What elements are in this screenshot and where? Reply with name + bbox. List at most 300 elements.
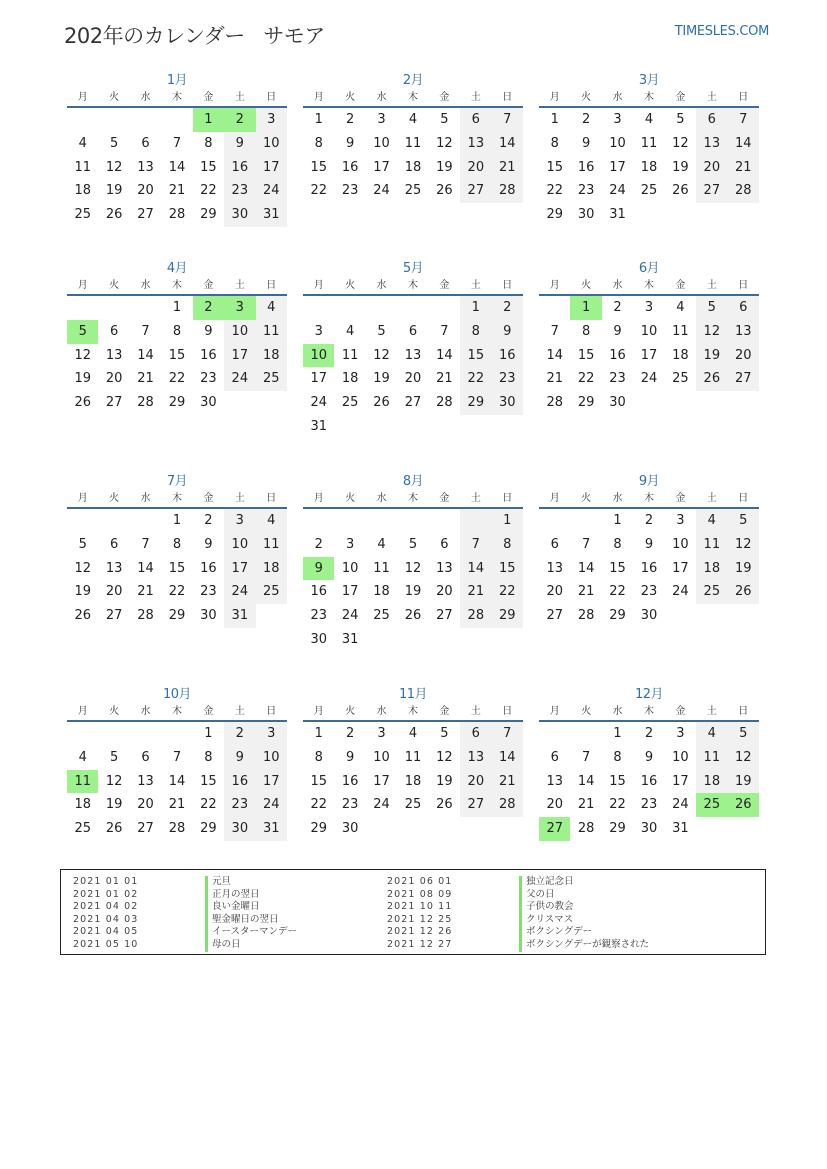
month-calendar [67,473,287,628]
day-cell: 5 [728,722,759,746]
empty-day-cell [539,296,570,320]
day-cell: 8 [613,536,622,552]
day-cell: 1 [172,513,182,528]
empty-day-cell [334,509,365,533]
day-cell: 24 [609,183,626,199]
day-cell: 17 [256,156,287,180]
day-cell: 29 [460,391,491,415]
day-cell: 3 [676,513,685,528]
month-name: 11月 [398,687,428,702]
day-cell: 30 [577,207,595,223]
day-cell: 12 [728,533,759,557]
day-cell: 29 [609,821,626,837]
month-name: 2月 [402,73,424,88]
day-cell: 11 [696,533,727,557]
day-cell: 15 [546,159,563,175]
day-cell: 4 [696,509,727,533]
weekday-label: 月 [549,493,560,504]
day-cell: 9 [303,557,334,581]
day-cell: 10 [672,536,689,552]
day-cell: 26 [436,183,453,199]
holiday-date: 2021 10 11 [387,901,453,913]
day-cell: 3 [224,509,255,533]
weekday-label: 土 [706,706,717,717]
day-cell: 19 [105,797,123,813]
empty-day-cell [67,722,98,746]
day-cell: 3 [256,108,287,132]
day-cell: 16 [577,159,595,175]
day-cell: 15 [609,773,626,789]
weekday-label: 火 [109,92,120,103]
day-cell: 14 [577,773,595,789]
holiday-date: 2021 12 25 [387,913,453,925]
day-cell: 3 [644,300,654,315]
month-calendar [303,260,523,439]
day-cell: 24 [672,797,689,813]
day-cell: 13 [137,773,154,789]
weekday-label: 火 [581,280,592,291]
day-cell: 17 [310,371,327,387]
empty-day-cell [98,296,129,320]
weekday-label: 木 [407,493,418,504]
day-cell: 23 [341,183,359,199]
weekday-label: 水 [612,280,623,291]
legend-item [73,889,297,902]
month-name: 3月 [638,73,660,88]
day-cell: 19 [74,584,91,600]
day-cell: 13 [460,132,491,156]
weekday-label: 金 [203,92,214,103]
legend-item [73,901,297,914]
day-cell: 23 [640,797,658,813]
day-cell: 7 [172,135,182,151]
weekday-header [303,704,523,722]
day-cell: 2 [492,296,523,320]
weekday-label: 火 [581,706,592,717]
weekday-label: 木 [171,280,182,291]
day-cell: 20 [436,584,453,600]
day-cell: 10 [341,560,359,576]
legend-item [387,901,649,914]
day-cell: 20 [546,584,563,600]
empty-day-cell [570,509,601,533]
day-cell: 14 [137,347,154,363]
day-cell: 16 [341,773,359,789]
weekday-label: 木 [171,706,182,717]
holiday-name: 子供の教会 [519,901,574,914]
day-cell: 8 [204,749,213,765]
legend-item [387,889,649,902]
day-cell: 9 [224,132,255,156]
day-cell: 18 [341,371,359,387]
day-cell: 16 [200,560,217,576]
weekday-label: 火 [581,92,592,103]
day-cell: 29 [546,207,563,223]
weekday-header [67,278,287,296]
day-cell: 19 [436,773,453,789]
day-cell: 11 [74,159,91,175]
day-cell: 25 [256,580,287,604]
day-cell: 7 [581,749,591,765]
weekday-label: 土 [234,493,245,504]
weekday-label: 月 [549,706,560,717]
month-name: 7月 [166,474,188,489]
day-cell: 26 [696,367,727,391]
weekday-header [539,491,759,509]
weekday-label: 水 [376,706,387,717]
month-name: 5月 [402,261,424,276]
day-cell: 22 [460,367,491,391]
day-cell: 23 [200,371,217,387]
day-cell: 24 [373,183,390,199]
weekday-label: 火 [109,280,120,291]
weekday-label: 月 [549,280,560,291]
weekday-label: 月 [313,280,324,291]
weekday-label: 水 [376,493,387,504]
weekday-label: 水 [612,493,623,504]
day-cell: 30 [310,631,327,647]
empty-day-cell [429,296,460,320]
day-cell: 30 [200,395,217,411]
day-cell: 19 [373,371,390,387]
empty-day-cell [130,108,161,132]
page-title: 202年のカレンダー サモア [64,24,325,48]
day-cell: 12 [74,347,91,363]
holiday-name: イースターマンデー [205,926,297,939]
day-cell: 12 [105,773,123,789]
holiday-date: 2021 04 05 [73,926,139,938]
weekday-label: 日 [266,92,277,103]
day-cell: 9 [613,323,622,339]
weekday-label: 水 [140,280,151,291]
day-cell: 5 [440,726,449,741]
weekday-label: 金 [675,92,686,103]
day-cell: 2 [345,112,355,127]
legend-item [387,926,649,939]
day-cell: 2 [224,108,255,132]
day-cell: 24 [224,367,255,391]
empty-day-cell [130,296,161,320]
day-cell: 6 [109,323,119,339]
day-cell: 22 [168,584,186,600]
weekday-header [67,90,287,108]
day-cell: 7 [581,536,591,552]
day-cell: 17 [224,344,255,368]
day-cell: 16 [640,773,658,789]
day-cell: 21 [492,156,523,180]
day-cell: 25 [672,371,689,387]
day-cell: 6 [141,749,150,765]
day-cell: 11 [404,135,422,151]
weekday-label: 金 [203,493,214,504]
month-calendar [303,473,523,652]
day-cell: 6 [408,323,418,339]
day-cell: 8 [460,320,491,344]
day-cell: 14 [546,347,563,363]
day-cell: 31 [672,821,689,837]
day-cell: 19 [728,557,759,581]
day-cell: 9 [204,323,213,339]
weekday-label: 月 [549,92,560,103]
weekday-label: 土 [706,92,717,103]
day-cell: 11 [341,347,359,363]
day-cell: 30 [224,817,255,841]
day-cell: 26 [373,395,390,411]
day-cell: 25 [696,793,727,817]
day-cell: 17 [224,557,255,581]
weekday-label: 木 [407,92,418,103]
holiday-date: 2021 04 03 [73,913,139,925]
day-cell: 15 [492,557,523,581]
day-cell: 14 [168,159,186,175]
day-cell: 16 [200,347,217,363]
day-cell: 14 [577,560,595,576]
day-cell: 27 [460,179,491,203]
day-cell: 31 [256,817,287,841]
day-cell: 24 [310,395,327,411]
day-cell: 13 [696,132,727,156]
month-name: 1月 [166,73,188,88]
weekday-header [539,704,759,722]
day-cell: 19 [74,371,91,387]
day-cell: 31 [609,207,626,223]
day-cell: 28 [728,179,759,203]
day-cell: 7 [141,323,150,339]
day-cell: 14 [137,560,154,576]
day-cell: 29 [200,207,217,223]
day-cell: 17 [373,773,390,789]
day-cell: 7 [141,536,150,552]
day-cell: 11 [67,770,98,794]
day-cell: 5 [728,509,759,533]
weekday-label: 木 [171,493,182,504]
day-cell: 14 [436,347,453,363]
day-cell: 10 [373,749,390,765]
day-cell: 9 [345,749,355,765]
day-cell: 23 [609,371,626,387]
holiday-name: 独立記念日 [519,876,574,889]
day-cell: 22 [200,183,217,199]
holiday-name: ボクシングデー [519,926,592,939]
weekday-label: 金 [439,706,450,717]
day-cell: 1 [314,726,323,741]
day-grid [539,509,759,628]
day-cell: 21 [492,770,523,794]
weekday-label: 火 [345,92,356,103]
holiday-date: 2021 12 27 [387,938,453,950]
weekday-label: 木 [643,706,654,717]
day-cell: 28 [460,604,491,628]
weekday-label: 土 [234,706,245,717]
day-cell: 28 [137,608,154,624]
day-cell: 26 [105,821,123,837]
month-name: 8月 [402,474,424,489]
day-cell: 1 [492,509,523,533]
day-cell: 22 [168,371,186,387]
day-cell: 27 [696,179,727,203]
month-calendar [539,72,759,227]
empty-day-cell [98,108,129,132]
day-cell: 23 [640,584,658,600]
day-grid [303,722,523,841]
day-cell: 24 [672,584,689,600]
day-cell: 6 [440,536,449,552]
empty-day-cell [429,509,460,533]
day-cell: 4 [644,112,654,127]
day-cell: 28 [577,608,595,624]
day-cell: 25 [373,608,390,624]
holiday-name: 聖金曜日の翌日 [205,914,279,927]
day-cell: 21 [168,183,186,199]
day-cell: 25 [341,395,359,411]
day-cell: 1 [204,726,213,741]
weekday-label: 水 [376,92,387,103]
holiday-name: ボクシングデーが観察された [519,939,649,952]
day-cell: 15 [200,773,217,789]
weekday-label: 月 [77,706,88,717]
weekday-label: 月 [313,92,324,103]
empty-day-cell [67,108,98,132]
day-cell: 21 [137,371,154,387]
empty-day-cell [366,509,397,533]
day-cell: 25 [74,821,91,837]
weekday-label: 日 [502,493,513,504]
day-cell: 28 [168,821,186,837]
day-cell: 2 [204,513,213,528]
day-cell: 3 [613,112,622,127]
day-cell: 29 [168,395,186,411]
month-calendar [67,686,287,841]
holiday-date: 2021 12 26 [387,926,453,938]
day-cell: 4 [696,722,727,746]
day-cell: 5 [377,323,386,339]
day-cell: 19 [696,344,727,368]
day-cell: 5 [696,296,727,320]
weekday-label: 水 [140,92,151,103]
day-cell: 28 [492,179,523,203]
day-cell: 14 [492,132,523,156]
day-cell: 10 [640,323,658,339]
day-cell: 23 [341,797,359,813]
day-cell: 24 [256,793,287,817]
empty-day-cell [397,509,428,533]
day-grid [303,296,523,439]
day-cell: 28 [546,395,563,411]
day-cell: 25 [74,207,91,223]
day-grid [67,296,287,415]
day-cell: 25 [640,183,658,199]
holiday-name: 正月の翌日 [205,889,260,902]
weekday-label: 木 [643,92,654,103]
day-cell: 22 [546,183,563,199]
day-cell: 8 [550,135,559,151]
day-grid [539,296,759,415]
day-cell: 9 [345,135,355,151]
day-cell: 5 [78,536,87,552]
holiday-name: 良い金曜日 [205,901,260,914]
day-cell: 4 [256,509,287,533]
day-cell: 16 [640,560,658,576]
month-name: 10月 [162,687,192,702]
day-cell: 22 [200,797,217,813]
day-cell: 5 [109,135,119,151]
day-cell: 16 [224,156,255,180]
day-cell: 5 [408,536,418,552]
day-cell: 2 [581,112,591,127]
day-cell: 12 [404,560,422,576]
weekday-label: 月 [77,493,88,504]
day-cell: 17 [640,347,658,363]
day-cell: 5 [676,112,685,127]
weekday-label: 日 [266,280,277,291]
weekday-label: 水 [140,706,151,717]
empty-day-cell [460,509,491,533]
day-grid [539,108,759,227]
day-cell: 21 [137,584,154,600]
weekday-label: 金 [439,493,450,504]
day-cell: 1 [613,513,622,528]
day-cell: 30 [492,391,523,415]
day-cell: 6 [728,296,759,320]
day-cell: 18 [404,159,422,175]
day-cell: 12 [436,135,453,151]
weekday-header [539,278,759,296]
day-cell: 15 [577,347,595,363]
day-cell: 16 [310,584,327,600]
day-cell: 2 [644,513,654,528]
day-cell: 3 [256,722,287,746]
day-cell: 8 [492,533,523,557]
weekday-label: 日 [738,92,749,103]
weekday-label: 火 [345,280,356,291]
weekday-label: 日 [502,706,513,717]
day-cell: 7 [440,323,449,339]
day-cell: 22 [310,797,327,813]
day-cell: 16 [609,347,626,363]
weekday-label: 水 [612,706,623,717]
weekday-label: 水 [140,493,151,504]
weekday-label: 土 [706,280,717,291]
day-cell: 18 [640,159,658,175]
holiday-date: 2021 05 10 [73,938,139,950]
day-cell: 8 [314,135,323,151]
day-cell: 1 [460,296,491,320]
holiday-name: 元旦 [205,876,231,889]
day-cell: 13 [404,347,422,363]
month-calendar [303,686,523,841]
day-cell: 4 [408,112,418,127]
day-cell: 14 [492,746,523,770]
day-cell: 9 [581,135,591,151]
weekday-label: 月 [77,280,88,291]
month-calendar [539,260,759,415]
day-cell: 21 [577,584,595,600]
day-cell: 31 [310,418,327,434]
day-cell: 27 [728,367,759,391]
day-grid [303,108,523,203]
holiday-name: 父の日 [519,889,555,902]
weekday-header [303,90,523,108]
day-cell: 30 [341,821,359,837]
day-cell: 18 [256,344,287,368]
day-cell: 7 [728,108,759,132]
day-cell: 18 [672,347,689,363]
site-link[interactable]: TIMESLES.COM [674,24,769,39]
empty-day-cell [161,722,192,746]
day-cell: 24 [256,179,287,203]
day-cell: 22 [492,580,523,604]
holiday-legend-right-column [387,876,649,952]
